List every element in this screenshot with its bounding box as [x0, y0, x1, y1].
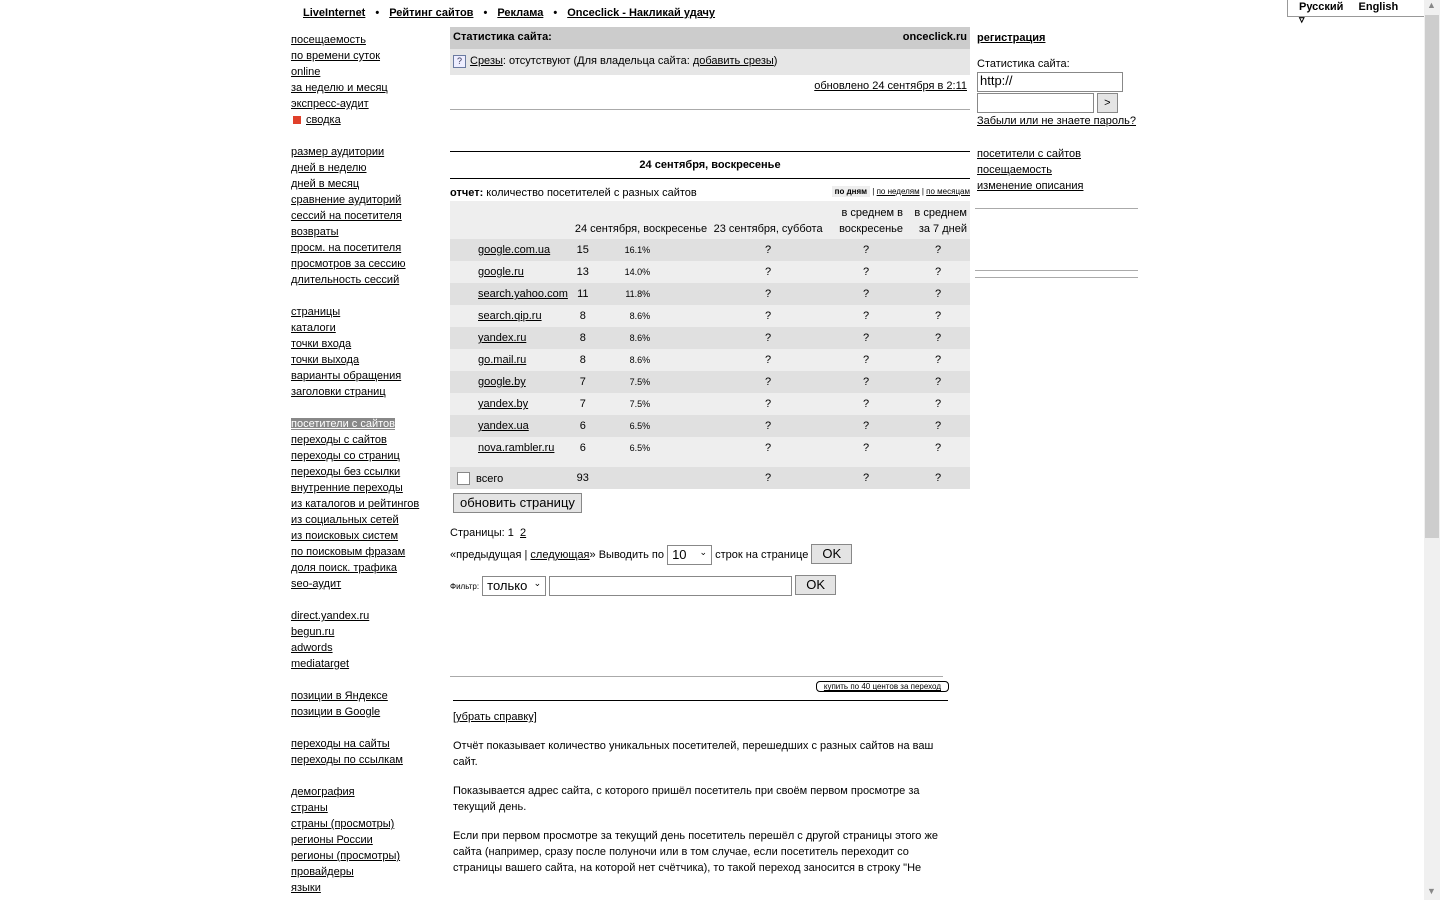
cell-avg_day: ?	[826, 261, 906, 283]
cell-avg7: ?	[906, 327, 970, 349]
main-content: Статистика сайта: onceclick.ru ? Срезы: отсутствуют (Для владельца сайта: добавить срезы) обновлено 24 сентября в 2:11 24 сентября, воскресенье отчет: количество посетителей с разных сайтов по дням | по неделям | по месяцам 24 сентября, воскресенье 23 сентября, суббота в среднем в воскресенье в среднем за 7 дней google.com.ua 15 16.1% ? ? ? google.ru 13 14.0% ? ? ? search.yahoo.com 11 11.8% ? ? ? search.qip.ru 8 8.6% ? ? ? yandex.ru 8 8.6% ? ? ? go.mail.ru 8 8.6% ? ? ? google.by 7 7.5% ? ? ? yandex.by 7 7.5% ? ? ? yandex.ua 6 6.5% ? ? ? nova.rambler.ru 6 6.5% ? ? ? всего 93 ? ? ? обновить страницу Страницы: 1 2 «предыдущая | следующая» Выводить по 10 ⌄ строк на странице OK Фильтр: только ⌄ OK купить по 40 центов за переход [убрать справку] Отчёт показывает количество уникальных посетителей, перешедших с разных сайтов на ваш сайт. Показывается адрес сайта, с которого пришёл посетитель при своём первом просмотре за текущий день. Если при первом просмотре за текущий день посетитель перешёл с другой страницы этого же сайта (например, сразу после полуночи или в том случае, если посетитель переходит со страницы вашего сайта, на которой нет счётчика), то такой переход заносится в строку "Не	[450, 27, 970, 897]
stat-label: Статистика сайта:	[977, 58, 1070, 70]
sites-table	[450, 201, 970, 489]
help-section	[450, 701, 945, 897]
sidebar-item[interactable]: позиции в Яндексе	[291, 690, 388, 702]
sidebar-item[interactable]: из каталогов и рейтингов	[291, 498, 420, 510]
sidebar-item[interactable]: online	[291, 66, 321, 78]
filter-label: Фильтр:	[450, 582, 480, 592]
prev-label: «предыдущая	[450, 549, 522, 561]
cell-prev: ?	[710, 415, 826, 437]
report-text: количество посетителей с разных сайтов	[483, 187, 697, 199]
per-page-select[interactable]: 10 ⌄	[667, 545, 712, 565]
cell-pct: 7.5%	[595, 393, 710, 415]
cell-avg_day: ?	[826, 371, 906, 393]
cell-count: 8	[571, 305, 595, 327]
cell-count: 7	[571, 371, 595, 393]
sidebar-item[interactable]: по поисковым фразам	[291, 546, 406, 558]
cell-prev: ?	[710, 327, 826, 349]
cell-pct: 8.6%	[595, 305, 710, 327]
sidebar-item[interactable]: экспресс-аудит	[291, 98, 369, 110]
sidebar-item[interactable]: доля поиск. трафика	[291, 562, 398, 574]
sidebar-item[interactable]: по времени суток	[291, 50, 381, 62]
add-srezy-link[interactable]: добавить срезы	[692, 55, 774, 67]
sidebar-item[interactable]: переходы с сайтов	[291, 434, 387, 446]
sidebar-item[interactable]: регионы (просмотры)	[291, 850, 401, 862]
separator: •	[483, 7, 488, 19]
sidebar-item[interactable]: страны (просмотры)	[291, 818, 395, 830]
sidebar-item[interactable]: позиции в Google	[291, 706, 381, 718]
cell-prev: ?	[710, 305, 826, 327]
rows-label: строк на странице	[715, 549, 809, 561]
sidebar-item[interactable]: дней в неделю	[291, 162, 367, 174]
srezy-text: : отсутствуют (Для владельца сайта:	[502, 55, 693, 67]
total-row	[450, 467, 970, 489]
help-paragraph: Если при первом просмотре за текущий день посетитель перешёл с другой страницы этого же сайта (например, сразу после полуночи или в том случае, если посетитель переходит со страницы вашего сайта, на которой нет счётчика), то такой переход заносится в строку "Не	[453, 830, 938, 875]
triangle-down-icon[interactable]: ▿	[1299, 14, 1305, 26]
table-row	[450, 415, 970, 437]
cell-avg_day: ?	[826, 327, 906, 349]
sidebar-item[interactable]: страны	[291, 802, 328, 814]
col-header: в среднем в воскресенье	[826, 201, 906, 239]
sidebar-item[interactable]: варианты обращения	[291, 370, 402, 382]
sidebar-item[interactable]: дней в месяц	[291, 178, 360, 190]
sidebar-item[interactable]: регионы России	[291, 834, 373, 846]
select-all-checkbox[interactable]	[457, 472, 470, 485]
divider	[450, 178, 970, 179]
col-header: в среднем за 7 дней	[906, 201, 970, 239]
site-link[interactable]: google.ru	[478, 266, 524, 278]
topnav-link[interactable]: LiveInternet	[303, 7, 366, 19]
cell-avg7: ?	[906, 415, 970, 437]
show-label: Выводить по	[598, 549, 665, 561]
separator: •	[553, 7, 558, 19]
divider	[975, 277, 1138, 278]
cell-avg_day: ?	[826, 349, 906, 371]
sidebar-item[interactable]: direct.yandex.ru	[291, 610, 370, 622]
cell-prev: ?	[710, 437, 826, 459]
total-label: всего	[476, 472, 504, 485]
next-link[interactable]: следующая	[530, 549, 590, 561]
separator: •	[375, 7, 380, 19]
cell-prev: ?	[710, 349, 826, 371]
cell-pct: 7.5%	[595, 371, 710, 393]
sidebar-item[interactable]: просмотров за сессию	[291, 258, 406, 270]
table-row	[450, 305, 970, 327]
cell-avg_day: ?	[826, 283, 906, 305]
table-row	[450, 283, 970, 305]
table-row	[450, 349, 970, 371]
cell-count: 11	[571, 283, 595, 305]
topnav-link[interactable]: Рейтинг сайтов	[389, 7, 474, 19]
refresh-button[interactable]: обновить страницу	[453, 493, 582, 513]
sidebar-item[interactable]: переходы без ссылки	[291, 466, 401, 478]
cell-avg7: ?	[906, 239, 970, 261]
top-navigation	[303, 7, 715, 19]
srezy-link[interactable]: Срезы	[470, 55, 503, 67]
srezy-bar	[450, 49, 970, 75]
register-link[interactable]: регистрация	[977, 32, 1046, 44]
cell-avg7: ?	[906, 305, 970, 327]
right-link[interactable]: посетители с сайтов	[977, 148, 1081, 161]
site-link[interactable]: search.qip.ru	[478, 310, 542, 322]
header-title: Статистика сайта:	[453, 31, 552, 43]
cell-count: 15	[571, 239, 595, 261]
right-link[interactable]: посещаемость	[977, 164, 1052, 177]
sidebar-item[interactable]: сессий на посетителя	[291, 210, 402, 222]
cell-pct: 6.5%	[595, 415, 710, 437]
sidebar-item[interactable]: из социальных сетей	[291, 514, 399, 526]
lang-russian[interactable]: Русский	[1299, 1, 1344, 13]
sidebar-item[interactable]: из поисковых систем	[291, 530, 399, 542]
sidebar-item[interactable]: adwords	[291, 642, 333, 654]
cell-pct: 11.8%	[595, 283, 710, 305]
updated-link[interactable]: обновлено 24 сентября в 2:11	[814, 80, 967, 92]
sidebar-item[interactable]: длительность сессий	[291, 274, 400, 286]
srezy-close: )	[773, 55, 778, 67]
scrollbar[interactable]	[1424, 0, 1440, 900]
topnav-link[interactable]: Реклама	[497, 7, 544, 19]
cell-count: 6	[571, 437, 595, 459]
sidebar-item[interactable]: страницы	[291, 306, 341, 318]
stats-header	[450, 27, 970, 49]
col-header: 23 сентября, суббота	[710, 201, 826, 239]
table-row	[450, 239, 970, 261]
site-link[interactable]: nova.rambler.ru	[478, 442, 555, 454]
cell-count: 8	[571, 327, 595, 349]
cell: ?	[906, 467, 970, 489]
language-switcher	[1287, 0, 1425, 26]
sidebar-item[interactable]: точки входа	[291, 338, 352, 350]
cell-prev: ?	[710, 283, 826, 305]
sidebar-item[interactable]: внутренние переходы	[291, 482, 403, 494]
cell-count: 7	[571, 393, 595, 415]
day-title: 24 сентября, воскресенье	[639, 159, 781, 171]
cell-pct: 8.6%	[595, 327, 710, 349]
hide-help-link[interactable]: [убрать справку]	[453, 711, 537, 724]
sidebar-item[interactable]: посетители с сайтов	[291, 418, 395, 430]
password-input[interactable]	[977, 93, 1094, 113]
scrollbar-thumb[interactable]	[1425, 15, 1439, 538]
table-row	[450, 393, 970, 415]
sidebar-item[interactable]: за неделю и месяц	[291, 82, 388, 94]
sidebar-item[interactable]: begun.ru	[291, 626, 335, 638]
sidebar-item[interactable]: размер аудитории	[291, 146, 385, 158]
cell-avg7: ?	[906, 283, 970, 305]
table-row	[450, 261, 970, 283]
period-weeks[interactable]: по неделям	[876, 187, 920, 196]
sidebar-item[interactable]: переходы на сайты	[291, 738, 390, 750]
cell-avg_day: ?	[826, 239, 906, 261]
cell-pct: 14.0%	[595, 261, 710, 283]
site-link[interactable]: yandex.by	[478, 398, 529, 410]
sidebar-item[interactable]: сводка	[306, 114, 341, 126]
page-current: 1	[507, 527, 514, 539]
divider	[975, 208, 1138, 209]
site-link[interactable]: go.mail.ru	[478, 354, 527, 366]
chevron-down-icon: ⌄	[699, 547, 708, 558]
cell-pct: 16.1%	[595, 239, 710, 261]
cell-avg_day: ?	[826, 393, 906, 415]
sidebar-item[interactable]: переходы со страниц	[291, 450, 400, 462]
sidebar-item[interactable]: посещаемость	[291, 34, 366, 46]
sidebar-item[interactable]: переходы по ссылкам	[291, 754, 403, 766]
cell-avg7: ?	[906, 437, 970, 459]
per-page-ok-button[interactable]: OK	[811, 544, 852, 564]
sidebar-item[interactable]: демография	[291, 786, 355, 798]
sidebar-nav	[291, 32, 441, 896]
sidebar-item[interactable]: провайдеры	[291, 866, 354, 878]
page-2-link[interactable]: 2	[520, 527, 527, 539]
cell-prev: ?	[710, 393, 826, 415]
table-row	[450, 437, 970, 459]
help-paragraph: Показывается адрес сайта, с которого пришёл посетитель при своём первом просмотре за текущий день.	[453, 785, 920, 814]
table-row	[450, 371, 970, 393]
sidebar-item[interactable]: языки	[291, 882, 321, 894]
sidebar-item[interactable]: просм. на посетителя	[291, 242, 402, 254]
divider	[450, 676, 943, 677]
cell: ?	[826, 467, 906, 489]
chevron-down-icon: ⌄	[533, 578, 542, 589]
cell-avg7: ?	[906, 371, 970, 393]
cell-prev: ?	[710, 261, 826, 283]
forgot-password-link[interactable]: Забыли или не знаете пароль?	[977, 115, 1137, 128]
lang-english[interactable]: English	[1358, 1, 1399, 13]
scroll-up-icon[interactable]: ▲	[1427, 0, 1436, 10]
filter-ok-button[interactable]: OK	[795, 575, 836, 595]
cell-avg7: ?	[906, 261, 970, 283]
sidebar-item[interactable]: каталоги	[291, 322, 336, 334]
cell-pct: 6.5%	[595, 437, 710, 459]
scroll-down-icon[interactable]: ▼	[1427, 886, 1436, 896]
table-row	[450, 327, 970, 349]
cell-avg_day: ?	[826, 305, 906, 327]
cell-avg_day: ?	[826, 415, 906, 437]
sidebar-item[interactable]: seo-аудит	[291, 578, 342, 590]
site-link[interactable]: yandex.ru	[478, 332, 527, 344]
report-label: отчет:	[450, 187, 484, 199]
right-link[interactable]: изменение описания	[977, 180, 1084, 193]
cell: ?	[710, 467, 826, 489]
period-days[interactable]: по дням	[832, 186, 870, 197]
cell-prev: ?	[710, 239, 826, 261]
topnav-link[interactable]: Onceclick - Накликай удачу	[567, 7, 716, 19]
sidebar-item[interactable]: точки выхода	[291, 354, 360, 366]
sidebar-item[interactable]: сравнение аудиторий	[291, 194, 402, 206]
cell-count: 8	[571, 349, 595, 371]
site-link[interactable]: search.yahoo.com	[478, 288, 568, 300]
help-paragraph: Отчёт показывает количество уникальных посетителей, перешедших с разных сайтов на ваш сайт.	[453, 740, 934, 769]
cell-prev: ?	[710, 371, 826, 393]
buy-link[interactable]: купить по 40 центов за переход	[823, 682, 941, 692]
filter-input[interactable]	[549, 576, 792, 596]
cell-avg_day: ?	[826, 437, 906, 459]
report-bar: отчет: количество посетителей с разных сайтов по дням | по неделям | по месяцам	[450, 187, 970, 199]
total-count: 93	[571, 467, 595, 489]
pages-label: Страницы:	[450, 527, 505, 539]
site-name: onceclick.ru	[902, 31, 967, 43]
divider	[975, 270, 1138, 271]
cell-avg7: ?	[906, 349, 970, 371]
site-link[interactable]: google.com.ua	[478, 244, 551, 256]
site-link[interactable]: google.by	[478, 376, 526, 388]
go-button[interactable]: >	[1097, 93, 1117, 113]
current-marker-icon	[293, 116, 301, 124]
cell-count: 13	[571, 261, 595, 283]
filter-mode-select[interactable]: только ⌄	[482, 576, 546, 596]
sidebar-item[interactable]: mediatarget	[291, 658, 350, 670]
site-url-input[interactable]: http://	[977, 72, 1123, 92]
col-header: 24 сентября, воскресенье	[571, 201, 710, 239]
sidebar-item[interactable]: возвраты	[291, 226, 339, 238]
right-panel	[977, 32, 1138, 278]
sidebar-item[interactable]: заголовки страниц	[291, 386, 386, 398]
cell-avg7: ?	[906, 393, 970, 415]
cell-pct: 8.6%	[595, 349, 710, 371]
site-link[interactable]: yandex.ua	[478, 420, 529, 432]
cell-count: 6	[571, 415, 595, 437]
help-icon[interactable]: ?	[453, 55, 466, 68]
period-months[interactable]: по месяцам	[926, 187, 970, 196]
